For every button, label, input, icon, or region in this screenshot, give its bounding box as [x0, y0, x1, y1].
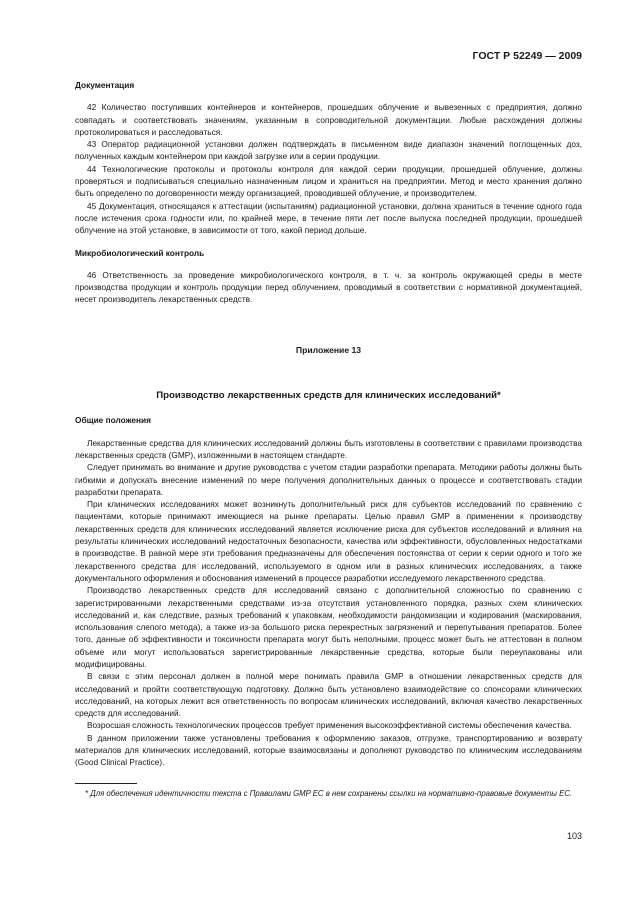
- paragraph-46: 46 Ответственность за проведение микробиологического контроля, в т. ч. за контроль окружающей среды в месте производства продукции и контроль продукции перед облучением, проводимый в соответствии с нормативной документацией, несет производитель лекарственных средств.: [75, 269, 582, 305]
- appendix-paragraph: Производство лекарственных средств для исследований связано с дополнительной сложностью по сравнению с зарегистрированными лекарственными средствами из-за отсутствия установленного порядка, разных схем клинических исследований и, как следствие, разных требований к упаковкам, необходимости рандомизации и кодирования (маскирования, использования слепого метода), а также из-за большого риска перекрестных загрязнений и перепутывания препаратов. Более того, данные об эффективности и токсичности препарата могут быть неполными, процесс может быть не аттестован в полном объеме или могут использоваться зарегистрированные лекарственные средства, которые были переупакованы или модифицированы.: [75, 585, 582, 669]
- appendix-paragraph: Следует принимать во внимание и другие руководства с учетом стадии разработки препарата. Методики работы должны быть гибкими и допускать внесение изменений по мере получения дополнительных данных о процессе и соответствовать стадии разработки препарата.: [75, 462, 582, 497]
- standard-number: ГОСТ Р 52249 — 2009: [472, 50, 582, 62]
- appendix-paragraph: Лекарственные средства для клинических исследований должны быть изготовлены в соответствии с правилами производства лекарственных средств (GMP), изложенными в настоящем стандарте.: [75, 437, 582, 460]
- section-heading-general: Общие положения: [75, 415, 151, 426]
- appendix-label: Приложение 13: [295, 344, 362, 355]
- paragraph-44: 44 Технологические протоколы и протоколы контроля для каждой серии продукции, прошедшей облучение, должны проверяться и подписываться специально назначенным лицом и храниться на предприятии. Метод и место хранения должно быть определено по договоренности между организацией, проводившей облучение, и производителем.: [75, 163, 582, 199]
- appendix-paragraph: В данном приложении также установлены требования к оформлению заказов, отгрузке, транспортированию и возврату материалов для клинических исследований, которые взаимосвязаны и дополняют руководство по клиническим исследованиям (Good Clinical Practice).: [75, 732, 582, 768]
- appendix-title: Производство лекарственных средств для клинических исследований*: [156, 390, 501, 402]
- paragraph-42: 42 Количество поступивших контейнеров и контейнеров, прошедших облучение и вывезенных с предприятия, должно совпадать и соответствовать значениям, указанным в сопроводительной документации. Любые расхождения должны протоколироваться и расследоваться.: [75, 102, 582, 137]
- section-heading-documentation: Документация: [75, 80, 135, 90]
- footnote: * Для обеспечения идентичности текста с Правилами GMP ЕС в нем сохранены ссылки на нормативно-правовые документы ЕС.: [85, 788, 573, 798]
- section-heading-microbiology: Микробиологический контроль: [75, 247, 205, 258]
- appendix-paragraph: При клинических исследованиях может возникнуть дополнительный риск для субъектов исследований по сравнению с пациентами, которые принимают имеющиеся на рынке препараты. Целью правил GMP в применении к производству лекарственных средств для клинических исследований является исключение риска для субъектов исследований и влияния на результаты клинических исследований недостаточных безопасности, качества или эффективности, обусловленных недостатками в производстве. В равной мере эти требования предназначены для обеспечения постоянства от серии к серии одного и того же лекарственного средства для исследований, используемого в одном или в разных клинических исследованиях, а также документального оформления и обоснования изменений в процессе разработки исследуемого лекарственного средства.: [75, 499, 582, 583]
- paragraph-45: 45 Документация, относящаяся к аттестации (испытаниям) радиационной установки, должна храниться в течение одного года после истечения срока годности или, по крайней мере, в течение пяти лет после выпуска последней продукции, прошедшей облучение на этой установке, в зависимости от того, какой период дольше.: [75, 200, 582, 236]
- footnote-divider: [75, 783, 137, 784]
- appendix-paragraph: В связи с этим персонал должен в полной мере понимать правила GMP в отношении лекарственных средств для исследований и пройти соответствующую подготовку. Должно быть установлено взаимодействие со спонсорами клинических исследований, на которых лежит вся ответственность по вопросам клинических исследований, включая качество лекарственных средств для исследований.: [75, 671, 582, 719]
- page-number: 103: [566, 831, 582, 841]
- page-content: [75, 79, 582, 799]
- appendix-paragraph: Возросшая сложность технологических процессов требует применения высокоэффективной системы обеспечения качества.: [87, 720, 572, 731]
- paragraph-43: 43 Оператор радиационной установки должен подтверждать в письменном виде диапазон значений поглощенных доз, полученных каждым контейнером при каждой загрузке или в серии продукции.: [75, 139, 582, 162]
